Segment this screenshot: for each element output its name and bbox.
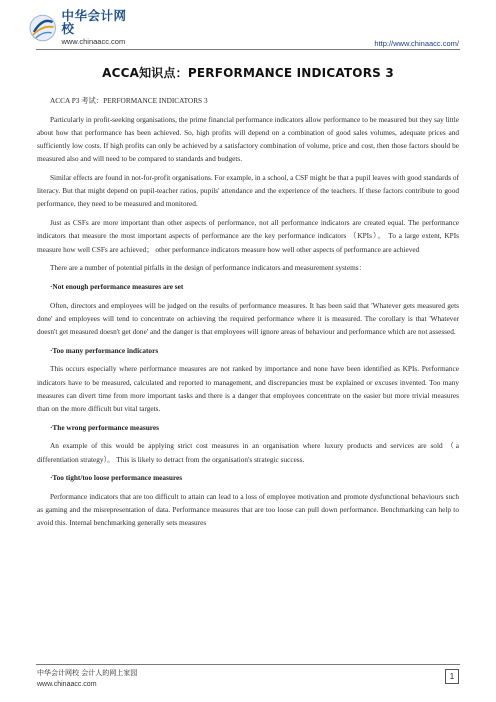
section-heading: ·Not enough performance measures are set: [50, 281, 184, 291]
footer-divider: [36, 664, 460, 665]
section-heading: ·Too tight/too loose performance measures: [50, 473, 183, 483]
paragraph: This occurs especially where performance measures are not ranked by importance and none have been identified as KPIs. Performance indicators have to be measured, calculated and reported to management, and discrepancies must be explained or excuses invented. Too many measures can divert time from more important tasks and there is a danger that employees concentrate on the easier but more trivial measures than on the more difficult but vital targets.: [37, 364, 459, 414]
exam-line: ACCA P3 考试：PERFORMANCE INDICATORS 3: [50, 96, 208, 105]
site-logo[interactable]: [28, 10, 138, 46]
footer-slogan: 中华会计网校 会计人的网上家园: [37, 669, 138, 677]
paragraph: There are a number of potential pitfalls in the design of performance indicators and measurement systems：: [50, 263, 366, 273]
logo-name: 中华会计网校: [61, 8, 127, 36]
paragraph: Similar effects are found in not-for-profit organisations. For example, in a school, a CSF might be that a pupil leaves with good standards of literacy. But that might depend on pupil-teacher ratios, pupils' attendance and the experience of the teachers. If these factors contribute to good performance, they need to be measured and monitored.: [37, 173, 459, 209]
footer-url-link[interactable]: www.chinaacc.com: [37, 681, 97, 688]
section-heading: ·Too many performance indicators: [50, 345, 159, 355]
site-url-link[interactable]: http://www.chinaacc.com/: [374, 39, 459, 48]
page-header: [0, 0, 496, 54]
article-body: [37, 94, 459, 535]
paragraph: An example of this would be applying strict cost measures in an organisation where luxury products and services are sold （a differentiation strategy）。 This is likely to detract from the organisation's strategic success.: [37, 441, 459, 464]
paragraph: Often, directors and employees will be judged on the results of performance measures. It has been said that 'Whatever gets measured gets done' and employees will tend to concentrate on achieving the required performance where it is measured. The corollary is that 'Whatever doesn't get measured doesn't get done' and the danger is that employees will ignore areas of behaviour and performance which are not assessed.: [37, 300, 459, 337]
section-heading: ·The wrong performance measures: [50, 422, 159, 432]
paragraph: Just as CSFs are more important than other aspects of performance, not all performance indicators are created equal. The performance indicators that measure the most important aspects of performance are the key performance indicators （KPIs）。 To a large extent, KPIs measure how well CSFs are achieved； other performance indicators measure how well other aspects of performance are achieved: [37, 218, 459, 254]
logo-globe-icon: [28, 13, 57, 43]
page-number: 1: [445, 669, 459, 684]
header-divider: [36, 49, 460, 50]
logo-url: www.chinaacc.com: [61, 37, 126, 47]
paragraph: Performance indicators that are too difficult to attain can lead to a loss of employee motivation and promote dysfunctional behaviours such as gaming and the misrepresentation of data. Performance measures that are too loose can pull down performance. Benchmarking can help to avoid this. Internal benchmarking generally sets measures: [37, 492, 459, 528]
paragraph: Particularly in profit-seeking organisations, the prime financial performance indicators allow performance to be measured but they say little about how that performance has been achieved. So, high profits will depend on a combination of good sales volumes, adequate prices and sufficiently low costs. If high profits can only be achieved by a satisfactory combination of volume, price and cost, then those factors should be measured also and will need to be compared to standards and budgets.: [37, 114, 459, 164]
page-title: ACCA知识点：PERFORMANCE INDICATORS 3: [102, 66, 394, 80]
